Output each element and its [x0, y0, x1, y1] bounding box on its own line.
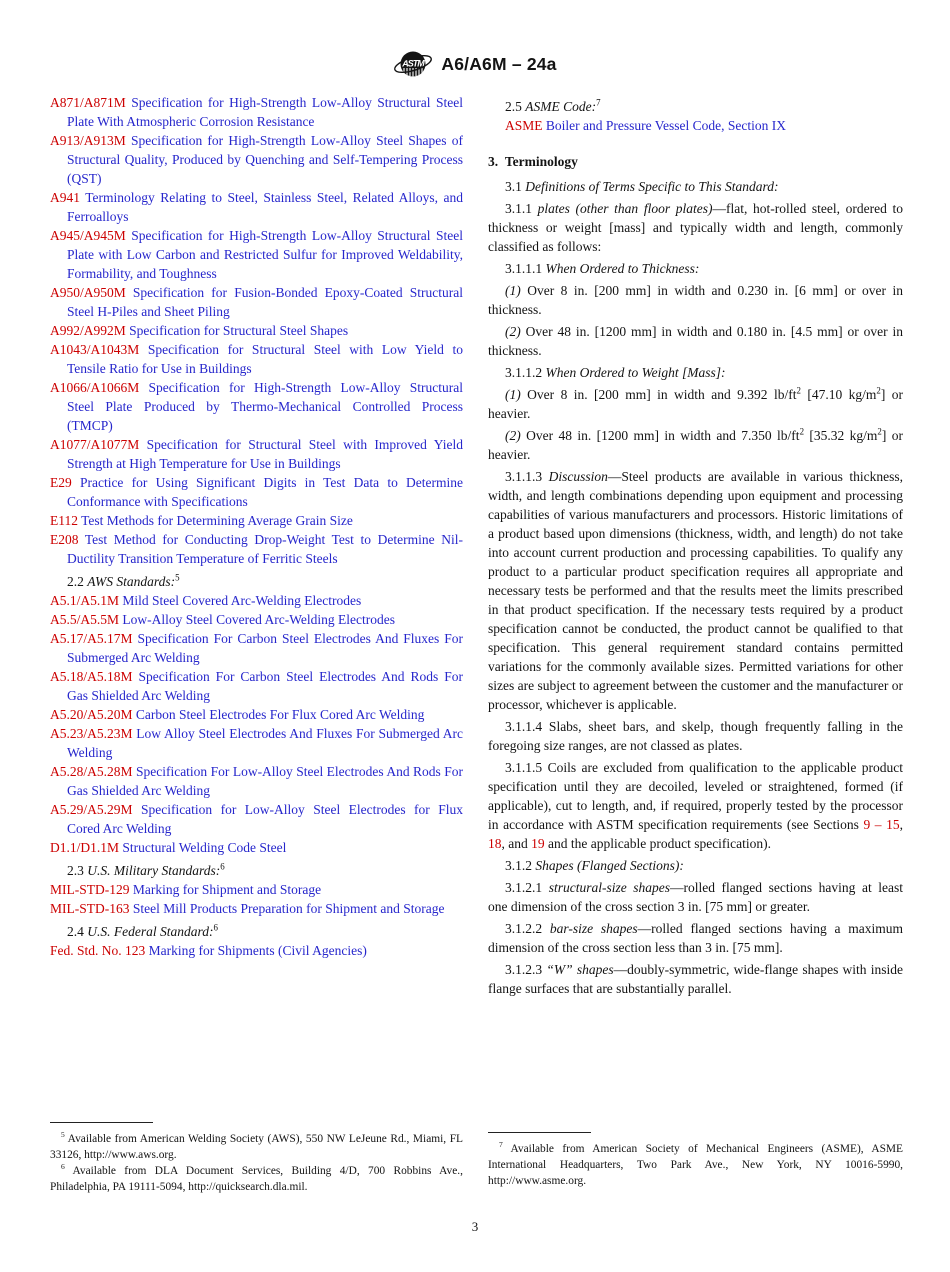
- ref-designation-link[interactable]: A1066/A1066M: [50, 380, 140, 395]
- left-column: [50, 93, 463, 960]
- paragraph: [488, 281, 903, 319]
- text-segment: ASME Code:: [525, 99, 597, 114]
- ref-designation-link[interactable]: A5.23/A5.23M: [50, 726, 133, 741]
- text-segment: ] or heavier.: [488, 428, 903, 462]
- section-title: [488, 152, 903, 171]
- ref-title-link[interactable]: Practice for Using Significant Digits in Test Data to Determine Conformance with Specifications: [67, 475, 463, 509]
- text-segment: 2.2: [67, 574, 88, 589]
- ref-designation-link[interactable]: A945/A945M: [50, 228, 126, 243]
- text-segment: Available from DLA Document Services, Building 4/D, 700 Robbins Ave., Philadelphia, PA 19111-5094, http://quicksearch.dla.mil.: [50, 1165, 463, 1193]
- text-segment: Available from American Welding Society (AWS), 550 NW LeJeune Rd., Miami, FL 33126, http://www.aws.org.: [50, 1133, 463, 1161]
- ref-title-link[interactable]: Specification for Structural Steel Shapes: [125, 323, 349, 338]
- text-segment: [47.10 kg/m: [800, 387, 877, 402]
- text-segment: (2): [505, 428, 527, 443]
- text-segment: 3.1.1.5 Coils are excluded from qualification to the applicable product specification until they are decoiled, leveled or straightened, formed (if applicable), cut to length, and, if required, properly tested by the processor in accordance with ASTM specification requirements (see Sections: [488, 760, 903, 832]
- ref-designation-link[interactable]: A5.5/A5.5M: [50, 612, 120, 627]
- paragraph: [488, 199, 903, 256]
- text-segment: 3.1.1: [505, 201, 538, 216]
- ref-designation-link[interactable]: E112: [50, 513, 78, 528]
- reference-entry: [50, 473, 463, 511]
- text-segment: 2.3: [67, 863, 88, 878]
- text-segment: 3.1.2.2: [505, 921, 550, 936]
- paragraph: [488, 717, 903, 755]
- reference-entry: [50, 941, 463, 960]
- reference-entry: [50, 283, 463, 321]
- reference-entry: [50, 705, 463, 724]
- reference-entry: [50, 838, 463, 857]
- reference-entry: [50, 762, 463, 800]
- footnote-rule: [50, 1122, 153, 1123]
- text-segment: U.S. Federal Standard:: [87, 924, 214, 939]
- paragraph: [488, 322, 903, 360]
- page-number: 3: [471, 1219, 479, 1234]
- text-segment: Available from American Society of Mechanical Engineers (ASME), ASME International Headquarters, Two Park Ave., New York, NY 10016-5990, http://www.asme.org.: [488, 1143, 903, 1187]
- footnote-ref: 2: [796, 385, 801, 396]
- ref-designation-link[interactable]: A871/A871M: [50, 95, 126, 110]
- text-segment: When Ordered to Weight [Mass]:: [545, 365, 726, 380]
- ref-designation-link[interactable]: E29: [50, 475, 72, 490]
- footnote-ref: 2: [877, 426, 882, 437]
- right-column: [488, 93, 903, 998]
- ref-title-link[interactable]: Marking for Shipments (Civil Agencies): [145, 943, 367, 958]
- ref-title-link[interactable]: Low Alloy Steel Electrodes And Fluxes For Submerged Arc Welding: [67, 726, 463, 760]
- ref-title-link[interactable]: Test Method for Conducting Drop-Weight Test to Determine Nil-Ductility Transition Temperature of Ferritic Steels: [67, 532, 463, 566]
- paragraph: [488, 363, 903, 382]
- footnote-ref: 6: [61, 1162, 65, 1172]
- text-segment: AWS Standards:: [87, 574, 176, 589]
- page-header: [0, 44, 950, 84]
- reference-entry: [50, 610, 463, 629]
- reference-entry: [50, 340, 463, 378]
- text-segment: [35.32 kg/m: [804, 428, 878, 443]
- reference-entry: [50, 629, 463, 667]
- text-segment: (1): [505, 283, 528, 298]
- ref-title-link[interactable]: Specification for High-Strength Low-Alloy Structural Steel Plate Produced by Thermo-Mechanical Controlled Process (TMCP): [67, 380, 463, 433]
- ref-designation-link[interactable]: 19: [531, 836, 545, 851]
- reference-entry: [488, 116, 903, 135]
- text-segment: —rolled flanged sections having at least one dimension of the cross section 3 in. [75 mm] or greater.: [488, 880, 903, 914]
- section-heading: [50, 572, 463, 591]
- ref-designation-link[interactable]: A1043/A1043M: [50, 342, 140, 357]
- right-footnotes: [488, 1132, 903, 1189]
- text-segment: 2.5: [505, 99, 526, 114]
- reference-entry: [50, 511, 463, 530]
- text-segment: 3.1: [505, 179, 526, 194]
- paragraph: [488, 177, 903, 196]
- paragraph: [488, 919, 903, 957]
- footnote: [50, 1131, 463, 1163]
- ref-title-link[interactable]: Terminology Relating to Steel, Stainless Steel, Related Alloys, and Ferroalloys: [67, 190, 463, 224]
- ref-designation-link[interactable]: A5.29/A5.29M: [50, 802, 133, 817]
- footnote-ref: 6: [213, 922, 218, 933]
- text-segment: plates (other than floor plates): [537, 201, 713, 216]
- astm-logo-icon: [393, 47, 433, 81]
- text-segment: Definitions of Terms Specific to This Standard:: [525, 179, 779, 194]
- ref-designation-link[interactable]: 18: [488, 836, 502, 851]
- text-segment: 3.1.1.1: [505, 261, 546, 276]
- text-segment: When Ordered to Thickness:: [545, 261, 700, 276]
- paragraph: [488, 426, 903, 464]
- footnote-rule: [488, 1132, 591, 1133]
- text-segment: Over 48 in. [1200 mm] in width and 0.180 in. [4.5 mm] or over in thickness.: [488, 324, 904, 358]
- reference-entry: [50, 226, 463, 283]
- ref-title-link[interactable]: Boiler and Pressure Vessel Code, Section IX: [542, 118, 786, 133]
- ref-title-link[interactable]: Specification for High-Strength Low-Alloy Structural Steel Plate with Low Carbon and Restricted Sulfur for Improved Weldability, Formability, and Toughness: [67, 228, 463, 281]
- ref-title-link[interactable]: Marking for Shipment and Storage: [129, 882, 322, 897]
- text-segment: 3.1.2.3: [505, 962, 547, 977]
- svg-text:ASTM: ASTM: [402, 58, 425, 69]
- reference-entry: [50, 188, 463, 226]
- text-segment: —rolled flanged sections having a maximum dimension of the cross section less than 3 in. [75 mm].: [488, 921, 903, 955]
- ref-designation-link[interactable]: MIL-STD-129: [50, 882, 130, 897]
- text-segment: 3.1.1.3: [505, 469, 549, 484]
- ref-title-link[interactable]: Specification For Carbon Steel Electrodes And Rods For Gas Shielded Arc Welding: [67, 669, 463, 703]
- ref-title-link[interactable]: Specification for Structural Steel with Low Yield to Tensile Ratio for Use in Buildings: [67, 342, 463, 376]
- text-segment: (2): [505, 324, 526, 339]
- ref-designation-link[interactable]: A913/A913M: [50, 133, 126, 148]
- text-segment: (1): [505, 387, 528, 402]
- text-segment: Over 8 in. [200 mm] in width and 9.392 lb/ft: [527, 387, 797, 402]
- ref-title-link[interactable]: Steel Mill Products Preparation for Shipment and Storage: [129, 901, 445, 916]
- text-segment: ] or heavier.: [488, 387, 903, 421]
- ref-title-link[interactable]: Structural Welding Code Steel: [119, 840, 287, 855]
- text-segment: 3.1.1.4 Slabs, sheet bars, and skelp, though frequently falling in the foregoing size ranges, are not classed as plates.: [488, 719, 903, 753]
- ref-designation-link[interactable]: A5.28/A5.28M: [50, 764, 133, 779]
- section-heading: [50, 861, 463, 880]
- footnote-ref: 5: [175, 572, 180, 583]
- document-designation: A6/A6M – 24a: [441, 53, 557, 74]
- footnote-ref: 2: [799, 426, 805, 437]
- text-segment: Discussion: [548, 469, 608, 484]
- ref-designation-link[interactable]: A5.1/A5.1M: [50, 593, 120, 608]
- reference-entry: [50, 667, 463, 705]
- reference-entry: [50, 321, 463, 340]
- reference-entry: [50, 378, 463, 435]
- footnote: [50, 1163, 463, 1195]
- ref-designation-link[interactable]: E208: [50, 532, 79, 547]
- footnote-list: [488, 1141, 903, 1189]
- ref-designation-link[interactable]: A1077/A1077M: [50, 437, 140, 452]
- footnote-list: [50, 1131, 463, 1195]
- text-segment: Over 48 in. [1200 mm] in width and 7.350 lb/ft: [526, 428, 800, 443]
- reference-entry: [50, 435, 463, 473]
- text-segment: Shapes (Flanged Sections):: [535, 858, 684, 873]
- reference-entry: [50, 131, 463, 188]
- ref-title-link[interactable]: Specification for Fusion-Bonded Epoxy-Coated Structural Steel H-Piles and Sheet Piling: [67, 285, 463, 319]
- footnote-ref: 7: [596, 97, 601, 108]
- footnote-ref: 6: [220, 861, 225, 872]
- ref-designation-link[interactable]: A5.20/A5.20M: [50, 707, 133, 722]
- ref-title-link[interactable]: Specification for High-Strength Low-Alloy Structural Steel Plate With Atmospheric Corrosion Resistance: [67, 95, 463, 129]
- paragraph: [488, 878, 903, 916]
- ref-title-link[interactable]: Specification for Low-Alloy Steel Electrodes for Flux Cored Arc Welding: [67, 802, 463, 836]
- text-segment: 3.1.1.2: [505, 365, 546, 380]
- text-segment: and the applicable product specification).: [544, 836, 772, 851]
- text-segment: —Steel products are available in various thickness, width, and length combinations depending upon equipment and processing capabilities of various manufacturers and processors. Historic limitations of a product based upon dimensions (thickness, width, and length) do not take into account current production and processing capabilities. To qualify any product to a particular product specification requires all appropriate and necessary tests be performed and that the results meet the limits prescribed in that product specification. If the necessary tests required by a product specification cannot be conducted, the product cannot be qualified to that specification. This general requirement standard contains permitted variations for the commonly available sizes. Permitted variations for other sizes are subject to agreement between the customer and the manufacturer or processor, whichever is applicable.: [488, 469, 904, 712]
- reference-entry: [50, 93, 463, 131]
- ref-designation-link[interactable]: A992/A992M: [50, 323, 126, 338]
- text-segment: 3.1.2.1: [505, 880, 549, 895]
- left-footnotes: [50, 1122, 463, 1195]
- ref-designation-link[interactable]: A941: [50, 190, 80, 205]
- footnote-ref: 7: [499, 1140, 503, 1150]
- section-heading: [488, 97, 903, 116]
- ref-designation-link[interactable]: ASME: [505, 118, 543, 133]
- reference-entry: [50, 880, 463, 899]
- ref-designation-link[interactable]: A5.18/A5.18M: [50, 669, 133, 684]
- footnote-ref: 2: [876, 385, 881, 396]
- footnote-ref: 5: [61, 1130, 65, 1140]
- ref-title-link[interactable]: Specification for High-Strength Low-Alloy Steel Shapes of Structural Quality, Produced by Quenching and Self-Tempering Process (QST): [67, 133, 463, 186]
- reference-entry: [50, 724, 463, 762]
- paragraph: [488, 385, 903, 423]
- paragraph: [488, 259, 903, 278]
- text-segment: structural-size shapes: [548, 880, 670, 895]
- ref-title-link[interactable]: Specification for Structural Steel with Improved Yield Strength at High Temperature for Use in Buildings: [67, 437, 463, 471]
- ref-title-link[interactable]: Specification For Low-Alloy Steel Electrodes And Rods For Gas Shielded Arc Welding: [67, 764, 463, 798]
- text-segment: —flat, hot-rolled steel, ordered to thickness or weight [mass] and typically width and length, commonly classified as follows:: [488, 201, 904, 254]
- text-segment: Over 8 in. [200 mm] in width and 0.230 in. [6 mm] or over in thickness.: [488, 283, 903, 317]
- text-segment: “W” shapes: [546, 962, 614, 977]
- ref-title-link[interactable]: Low-Alloy Steel Covered Arc-Welding Electrodes: [119, 612, 395, 627]
- reference-entry: [50, 899, 463, 918]
- reference-entry: [50, 530, 463, 568]
- ref-designation-link[interactable]: 9 – 15: [863, 817, 900, 832]
- ref-title-link[interactable]: Carbon Steel Electrodes For Flux Cored Arc Welding: [132, 707, 425, 722]
- ref-title-link[interactable]: Mild Steel Covered Arc-Welding Electrodes: [119, 593, 362, 608]
- text-segment: bar-size shapes: [549, 921, 638, 936]
- reference-entry: [50, 800, 463, 838]
- ref-title-link[interactable]: Test Methods for Determining Average Grain Size: [78, 513, 353, 528]
- text-segment: 3.1.2: [505, 858, 536, 873]
- ref-designation-link[interactable]: D1.1/D1.1M: [50, 840, 120, 855]
- footnote: [488, 1141, 903, 1189]
- text-segment: 2.4: [67, 924, 88, 939]
- paragraph: [488, 856, 903, 875]
- ref-title-link[interactable]: Specification For Carbon Steel Electrodes And Fluxes For Submerged Arc Welding: [67, 631, 463, 665]
- ref-designation-link[interactable]: A5.17/A5.17M: [50, 631, 133, 646]
- section-heading: [50, 922, 463, 941]
- text-segment: , and: [501, 836, 532, 851]
- paragraph: [488, 467, 903, 714]
- text-segment: 3. Terminology: [488, 154, 578, 169]
- paragraph: [488, 758, 903, 853]
- reference-entry: [50, 591, 463, 610]
- text-segment: —doubly-symmetric, wide-flange shapes with inside flange surfaces that are substantially parallel.: [488, 962, 903, 996]
- paragraph: [488, 960, 903, 998]
- text-segment: ,: [899, 817, 904, 832]
- ref-designation-link[interactable]: MIL-STD-163: [50, 901, 130, 916]
- ref-designation-link[interactable]: Fed. Std. No. 123: [50, 943, 146, 958]
- text-segment: U.S. Military Standards:: [87, 863, 221, 878]
- ref-designation-link[interactable]: A950/A950M: [50, 285, 126, 300]
